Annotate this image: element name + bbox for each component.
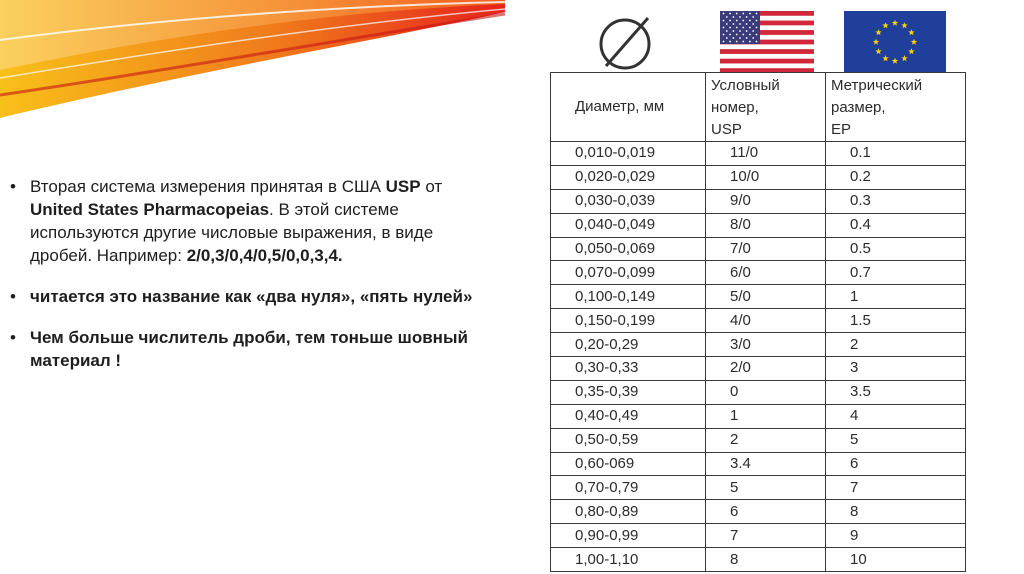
cell-usp: 8 xyxy=(706,548,826,572)
cell-ep: 8 xyxy=(826,500,966,524)
cell-usp: 9/0 xyxy=(706,189,826,213)
bullet-dot: • xyxy=(10,287,16,306)
cell-usp: 7 xyxy=(706,524,826,548)
table-row xyxy=(551,333,966,357)
cell-diameter: 0,50-0,59 xyxy=(551,428,706,452)
header-line: размер, xyxy=(831,99,886,116)
cell-diameter: 0,030-0,039 xyxy=(551,189,706,213)
table-row xyxy=(551,285,966,309)
cell-diameter: 0,80-0,89 xyxy=(551,500,706,524)
table-row xyxy=(551,237,966,261)
cell-usp: 10/0 xyxy=(706,165,826,189)
cell-usp: 5/0 xyxy=(706,285,826,309)
cell-ep: 4 xyxy=(826,404,966,428)
table-row xyxy=(551,189,966,213)
eu-flag-icon xyxy=(844,11,946,73)
bullet-usp-intro xyxy=(8,175,478,267)
cell-ep: 1 xyxy=(826,285,966,309)
plain-text: от xyxy=(420,177,443,196)
cell-diameter: 0,040-0,049 xyxy=(551,213,706,237)
bullet-text xyxy=(30,287,472,306)
cell-ep: 2 xyxy=(826,333,966,357)
bold-text: United States Pharmacopeias xyxy=(30,200,270,219)
cell-diameter: 0,070-0,099 xyxy=(551,261,706,285)
cell-usp: 6/0 xyxy=(706,261,826,285)
plain-text: Вторая система измерения принятая в США xyxy=(30,177,386,196)
cell-diameter: 0,70-0,79 xyxy=(551,476,706,500)
cell-ep: 6 xyxy=(826,452,966,476)
cell-usp: 8/0 xyxy=(706,213,826,237)
header-line: EP xyxy=(831,121,852,138)
diameter-symbol-icon xyxy=(596,14,656,70)
header-line: номер, xyxy=(711,99,759,116)
cell-ep: 9 xyxy=(826,524,966,548)
table-row xyxy=(551,428,966,452)
table-row xyxy=(551,548,966,572)
us-flag-icon xyxy=(720,11,814,73)
table-header-row xyxy=(551,73,966,142)
bold-text: читается это название как «два нуля», «пять нулей» xyxy=(30,287,473,306)
bold-text: Чем больше числитель дроби, тем тоньше шовный материал ! xyxy=(30,328,468,370)
cell-usp: 11/0 xyxy=(706,142,826,166)
header-usp xyxy=(706,73,826,142)
table-row xyxy=(551,309,966,333)
bullet-text xyxy=(30,177,442,265)
cell-diameter: 0,90-0,99 xyxy=(551,524,706,548)
cell-ep: 0.5 xyxy=(826,237,966,261)
cell-diameter: 0,60-069 xyxy=(551,452,706,476)
bold-text: USP xyxy=(385,177,421,196)
cell-diameter: 0,010-0,019 xyxy=(551,142,706,166)
cell-ep: 0.2 xyxy=(826,165,966,189)
cell-usp: 2/0 xyxy=(706,357,826,381)
bullet-reading xyxy=(8,285,478,308)
cell-ep: 1.5 xyxy=(826,309,966,333)
table-row xyxy=(551,404,966,428)
cell-usp: 3.4 xyxy=(706,452,826,476)
plain-text: . В этой системе используются другие числовые выражения, в виде дробей. Например: xyxy=(30,200,434,265)
table-row xyxy=(551,452,966,476)
cell-usp: 3/0 xyxy=(706,333,826,357)
bullet-text xyxy=(30,328,468,370)
decorative-swoosh xyxy=(0,0,505,120)
cell-usp: 7/0 xyxy=(706,237,826,261)
cell-ep: 0.4 xyxy=(826,213,966,237)
cell-usp: 5 xyxy=(706,476,826,500)
cell-ep: 3.5 xyxy=(826,380,966,404)
cell-diameter: 0,020-0,029 xyxy=(551,165,706,189)
cell-ep: 7 xyxy=(826,476,966,500)
table-row xyxy=(551,213,966,237)
table-row xyxy=(551,142,966,166)
bold-text: 2/0,3/0,4/0,5/0,0,3,4. xyxy=(186,246,343,265)
cell-ep: 0.3 xyxy=(826,189,966,213)
cell-diameter: 0,150-0,199 xyxy=(551,309,706,333)
bullet-thinner xyxy=(8,326,478,372)
bullet-dot: • xyxy=(10,177,16,196)
cell-diameter: 0,050-0,069 xyxy=(551,237,706,261)
cell-ep: 10 xyxy=(826,548,966,572)
header-line: USP xyxy=(711,121,742,138)
cell-diameter: 0,100-0,149 xyxy=(551,285,706,309)
cell-ep: 5 xyxy=(826,428,966,452)
table-row xyxy=(551,357,966,381)
table-row xyxy=(551,261,966,285)
cell-ep: 0.7 xyxy=(826,261,966,285)
cell-diameter: 0,35-0,39 xyxy=(551,380,706,404)
cell-diameter: 0,30-0,33 xyxy=(551,357,706,381)
cell-usp: 4/0 xyxy=(706,309,826,333)
cell-usp: 1 xyxy=(706,404,826,428)
bullet-list xyxy=(8,175,478,390)
table-row xyxy=(551,165,966,189)
cell-diameter: 0,40-0,49 xyxy=(551,404,706,428)
header-line: Диаметр, мм xyxy=(575,98,665,115)
suture-size-table xyxy=(550,72,966,572)
header-line: Условный xyxy=(711,77,780,94)
table-row xyxy=(551,380,966,404)
cell-usp: 0 xyxy=(706,380,826,404)
cell-diameter: 1,00-1,10 xyxy=(551,548,706,572)
header-diameter xyxy=(551,73,706,142)
cell-usp: 6 xyxy=(706,500,826,524)
cell-usp: 2 xyxy=(706,428,826,452)
cell-diameter: 0,20-0,29 xyxy=(551,333,706,357)
cell-ep: 3 xyxy=(826,357,966,381)
header-line: Метрический xyxy=(831,77,923,94)
table-row xyxy=(551,500,966,524)
table-row xyxy=(551,524,966,548)
bullet-dot: • xyxy=(10,328,16,347)
cell-ep: 0.1 xyxy=(826,142,966,166)
table-row xyxy=(551,476,966,500)
header-ep xyxy=(826,73,966,142)
